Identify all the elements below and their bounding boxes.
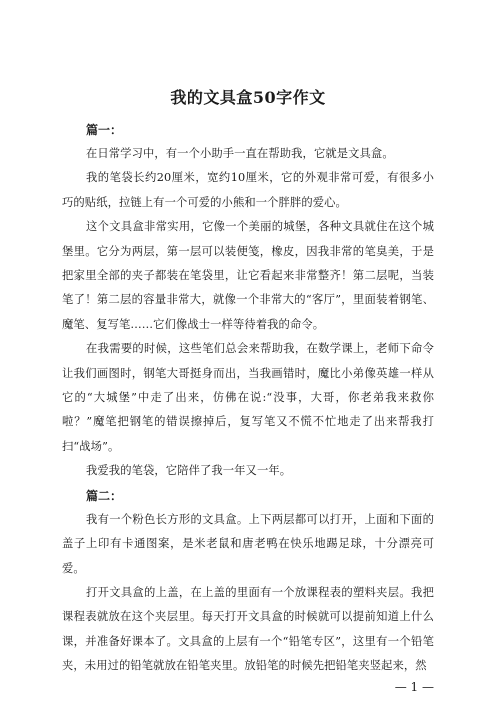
section-2 <box>62 484 434 679</box>
section-heading: 篇一： <box>86 123 123 137</box>
document-page <box>62 86 434 679</box>
paragraph: 这个文具盒非常实用，它像一个美丽的城堡，各种文具就住在这个城堡里。它分为两层，第一层可以装便笺，橡皮，因我非常的笔臭美，于是把家里全部的夹子都装在笔袋里，让它看起来非常整齐！第二层呢，当装笔了！第二层的容量非常大，就像一个非常大的“客厅”，里面装着钢笔、魔笔、复写笔……它们像战士一样等待着我的命令。 <box>62 220 434 331</box>
section-1 <box>62 118 434 484</box>
paragraph: 在日常学习中，有一个小助手一直在帮助我，它就是文具盒。 <box>86 147 394 160</box>
section-heading: 篇二： <box>86 488 123 503</box>
paragraph: 打开文具盒的上盖，在上盖的里面有一个放课程表的塑料夹层。我把课程表就放在这个夹层里。每天打开文具盒的时候就可以提前知道上什么课，并准备好课本了。文具盒的上层有一个“铅笔专区”，这里有一个铅笔夹，未用过的铅笔就放在铅笔夹里。放铅笔的时候先把铅笔夹竖起来，然 <box>62 585 434 673</box>
document-title: 我的文具盒50字作文 <box>170 88 326 107</box>
paragraph: 我爱我的笔袋，它陪伴了我一年又一年。 <box>86 464 292 478</box>
page-number: — 1 — <box>394 680 434 694</box>
paragraph: 我的笔袋长约20厘米，宽约10厘米，它的外观非常可爱，有很多小巧的贴纸，拉链上有一个可爱的小熊和一个胖胖的爱心。 <box>62 171 434 209</box>
paragraph: 在我需要的时候，这些笔们总会来帮助我，在数学课上，老师下命令让我们画图时，钢笔大哥挺身而出，当我画错时，魔比小弟像英雄一样从它的“大城堡”中走了出来，仿佛在说:“没事，大哥，你老弟我来救你啦？”魔笔把钢笔的错误擦掉后，复写笔又不慌不忙地走了出来帮我打扫“战场”。 <box>62 342 434 453</box>
paragraph: 我有一个粉色长方形的文具盒。上下两层都可以打开，上面和下面的盖子上印有卡通图案，是米老鼠和唐老鸭在快乐地踢足球，十分漂亮可爱。 <box>62 512 434 575</box>
